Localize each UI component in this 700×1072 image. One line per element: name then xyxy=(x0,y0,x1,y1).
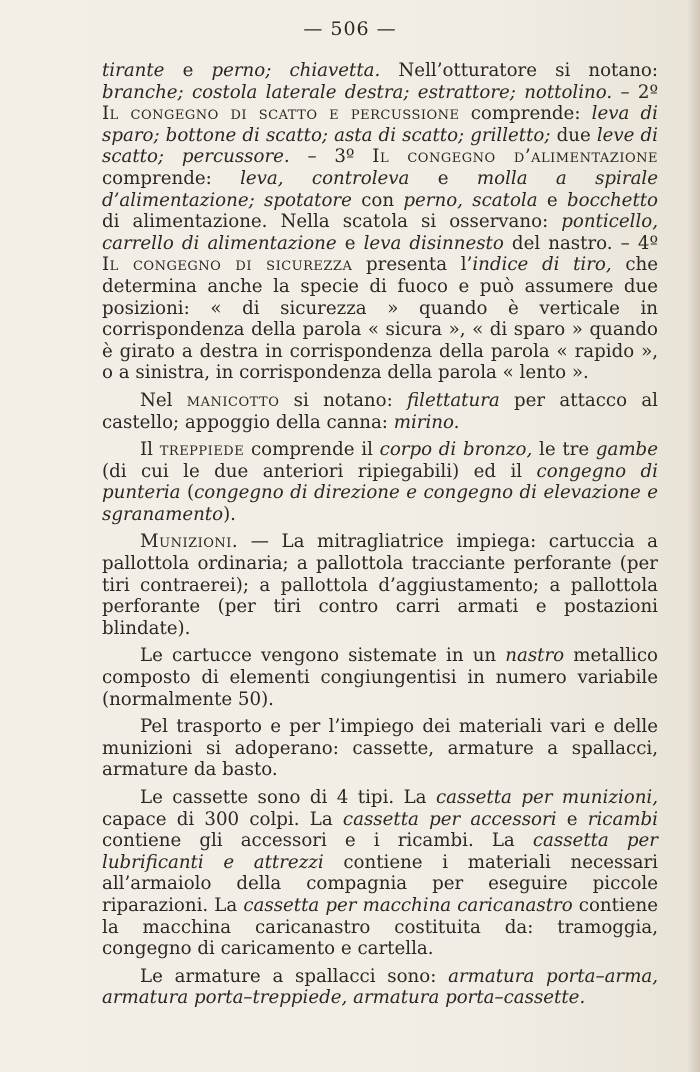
text-run: ( xyxy=(180,482,195,504)
text-run: comprende il xyxy=(244,439,380,461)
text-run: — La mitragliatrice impiega: cartuccia a pallottola ordinaria; a pallottola tracciante perforante (per tiri contraerei); a pallottola d’aggiustamento; a pallottola perforante (per tiri contro carri armati e postazioni blindate). xyxy=(102,531,658,639)
italic-run: congegno di punteria xyxy=(102,460,658,504)
italic-run: cassetta per munizioni, xyxy=(435,787,659,808)
italic-run: indice di tiro, xyxy=(472,254,612,276)
italic-run: nastro xyxy=(505,645,565,667)
italic-run: perno, scatola xyxy=(403,189,538,211)
text-run: comprende: xyxy=(459,103,592,125)
italic-run: filettatura xyxy=(407,389,500,411)
paragraph-manicotto xyxy=(102,390,658,433)
text-run: contiene i materiali necessari all’armaiolo della compagnia per eseguire piccole riparazioni. La xyxy=(102,851,658,916)
text-run: contiene la macchina caricanastro costituita da: tramoggia, congegno di caricamento e cartella. xyxy=(102,894,658,960)
italic-run: leva, controleva xyxy=(240,167,410,189)
text-run: e xyxy=(164,60,212,81)
text-run: – 3º xyxy=(289,146,373,168)
small-caps-run: manicotto xyxy=(186,389,280,411)
text-run: due xyxy=(550,124,597,146)
italic-run: mirino. xyxy=(393,411,460,433)
italic-run: congegno di direzione e congegno di elevazione e sgranamento xyxy=(102,482,658,525)
text-run: e xyxy=(409,167,477,189)
paragraph-congegni xyxy=(102,60,658,384)
small-caps-run: Il congegno di scatto e percussione xyxy=(102,103,460,125)
text-run: si notano: xyxy=(279,389,407,411)
italic-run: corpo di bronzo, xyxy=(379,439,533,461)
page-edge-shadow xyxy=(688,0,700,1072)
italic-run: cassetta per lubrificanti e attrezzi xyxy=(102,830,658,873)
paragraph-treppiede xyxy=(102,439,658,525)
paragraph-nastro xyxy=(102,645,658,710)
text-run: per attacco al castello; appoggio della canna: xyxy=(102,389,658,433)
body-text xyxy=(102,60,658,1015)
italic-run: cassetta per accessori xyxy=(342,808,557,830)
text-run: e xyxy=(537,189,567,211)
italic-run: ricambi xyxy=(587,808,658,830)
text-run: e xyxy=(556,808,588,830)
paragraph-munizioni xyxy=(102,531,658,639)
italic-run: tirante xyxy=(102,60,165,81)
text-run: con xyxy=(351,189,404,211)
text-run: ). xyxy=(223,503,236,525)
text-run: capace di 300 colpi. La xyxy=(102,808,343,830)
text-run: che determina anche la specie di fuoco e può assumere due posizioni: « di sicurezza » quando è verticale in corrispondenza della parola « sicura », « di sparo » quando è girato a destra in corrispondenza della parola « rapido », o a sinistra, in corrispondenza della parola « lento ». xyxy=(102,254,658,384)
text-run: Nel xyxy=(140,389,187,411)
italic-run: bocchetto xyxy=(567,189,659,211)
italic-run: gambe xyxy=(595,439,658,461)
paragraph-trasporto xyxy=(102,716,658,781)
text-run: comprende: xyxy=(102,167,241,189)
text-run: e xyxy=(336,232,364,254)
small-caps-run: treppiede xyxy=(159,439,245,461)
italic-run: armatura porta–arma, armatura porta–treppiede, armatura porta–cassette. xyxy=(102,965,658,1009)
small-caps-run: Munizioni. xyxy=(140,531,239,553)
small-caps-run: Il congegno d’alimentazione xyxy=(372,146,658,168)
italic-run: leva di sparo; bottone di scatto; asta di scatto; grilletto; xyxy=(102,103,658,146)
italic-run: ponticello, carrello di alimentazione xyxy=(102,211,658,254)
paragraph-armature xyxy=(102,966,658,1009)
italic-run: branche; costola laterale destra; estrattore; nottolino. xyxy=(102,81,613,103)
text-run: (di cui le due anteriori ripiegabili) ed il xyxy=(102,460,537,482)
text-run: le tre xyxy=(532,439,596,461)
italic-run: perno; chiavetta. xyxy=(211,60,381,81)
italic-run: cassetta per macchina caricanastro xyxy=(243,894,573,916)
page-number: — 506 — xyxy=(303,18,397,40)
text-run: Nell’otturatore si notano: xyxy=(380,60,658,81)
text-run: di alimentazione. Nella scatola si osservano: xyxy=(102,211,562,233)
text-run: Pel trasporto e per l’impiego dei materiali vari e delle munizioni si adoperano: cassette, armature a spallacci, armature da basto. xyxy=(102,716,658,781)
text-run: del nastro. – 4º xyxy=(503,232,658,254)
italic-run: leve di scatto; percussore. xyxy=(102,124,659,168)
text-run: Le cartucce vengono sistemate in un xyxy=(140,645,506,667)
text-run: – 2º xyxy=(612,81,658,103)
text-run: Il xyxy=(140,439,160,461)
small-caps-run: Il congegno di sicurezza xyxy=(102,254,353,276)
italic-run: molla a spirale d’alimentazione; spotatore xyxy=(102,167,658,211)
text-run: Le cassette sono di 4 tipi. La xyxy=(140,787,436,808)
text-run: metallico composto di elementi congiungentisi in numero variabile (normalmente 50). xyxy=(102,645,658,710)
text-run: Le armature a spallacci sono: xyxy=(140,965,449,987)
italic-run: leva disinnesto xyxy=(363,232,504,254)
paragraph-cassette xyxy=(102,787,658,960)
text-run: presenta l’ xyxy=(352,254,473,276)
text-run: contiene gli accessori e i ricambi. La xyxy=(102,830,533,852)
